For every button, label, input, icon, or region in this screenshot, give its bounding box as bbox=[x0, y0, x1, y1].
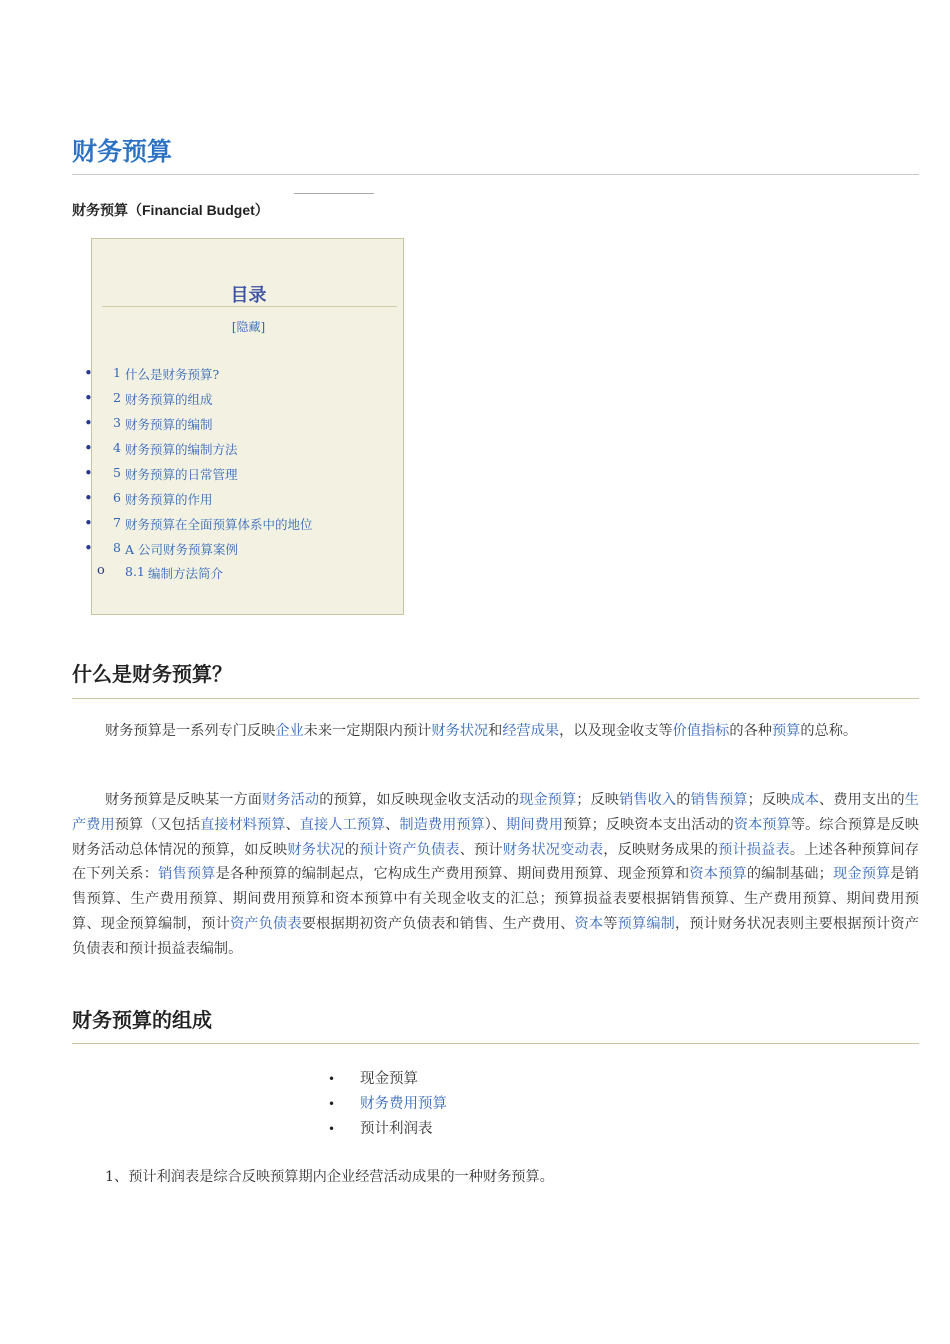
inline-link[interactable]: 经营成果 bbox=[502, 723, 560, 739]
text-run: 是销售预算、生产费用预算、期间费用预算和资本预算中有关现金收支的汇总；预算损益表要根据销售预算、生产费用预算、期间费用预算、现金预算编制，预计 bbox=[72, 866, 919, 932]
inline-link[interactable]: 预算编制 bbox=[617, 915, 676, 932]
inline-link[interactable]: 现金预算 bbox=[519, 792, 577, 808]
text-run: ，反映财务成果的 bbox=[603, 841, 719, 858]
toc-item-label[interactable]: 财务预算的编制 bbox=[125, 417, 213, 432]
inline-link[interactable]: 资本 bbox=[574, 915, 604, 932]
toc-item-number[interactable]: 6 bbox=[113, 490, 121, 505]
text-run: 的 bbox=[344, 841, 360, 858]
toc-item-number[interactable]: 8 bbox=[113, 540, 121, 555]
section-heading-what-is: 什么是财务预算？ bbox=[72, 662, 232, 686]
toc-item-number[interactable]: 1 bbox=[113, 365, 121, 380]
short-divider bbox=[294, 193, 374, 194]
inline-link[interactable]: 资产负债表 bbox=[229, 915, 302, 932]
text-run: 、费用支出的 bbox=[819, 792, 905, 808]
text-run: 和 bbox=[488, 723, 503, 739]
text-run: 未来一定期限内预计 bbox=[303, 723, 432, 739]
inline-link[interactable]: 财务状况 bbox=[287, 841, 345, 858]
text-run: 的 bbox=[676, 792, 691, 808]
inline-link[interactable]: 生产费用 bbox=[72, 792, 919, 833]
inline-link[interactable]: 资本预算 bbox=[689, 866, 747, 883]
section-heading-composition: 财务预算的组成 bbox=[72, 1008, 212, 1032]
toc-item-number[interactable]: 2 bbox=[113, 390, 121, 405]
toc-item-label[interactable]: 财务预算的作用 bbox=[125, 492, 213, 507]
text-run: 。上述各种预算间存在下列关系： bbox=[72, 841, 919, 883]
list-item-link[interactable]: 财务费用预算 bbox=[360, 1096, 447, 1112]
inline-link[interactable]: 现金预算 bbox=[832, 866, 891, 883]
inline-link[interactable]: 价值指标 bbox=[672, 723, 730, 739]
inline-link[interactable]: 预计损益表 bbox=[718, 841, 790, 858]
text-run: 的预算，如反映现金收支活动的 bbox=[319, 792, 520, 808]
title-divider bbox=[72, 174, 919, 175]
toc-item-label[interactable]: A 公司财务预算案例 bbox=[125, 542, 239, 557]
text-run: 、 bbox=[285, 816, 300, 833]
bullet-icon: • bbox=[84, 389, 93, 407]
toc-item-label[interactable]: 财务预算的日常管理 bbox=[125, 467, 238, 482]
toc-item-number[interactable]: 4 bbox=[113, 440, 121, 455]
list-item-label: 预计利润表 bbox=[360, 1121, 433, 1137]
text-run: 财务预算是一系列专门反映 bbox=[105, 723, 276, 739]
page-subtitle: 财务预算（Financial Budget） bbox=[72, 202, 269, 218]
toc-item-number[interactable]: 7 bbox=[113, 515, 121, 530]
toc-item-label[interactable]: 财务预算在全面预算体系中的地位 bbox=[125, 517, 313, 532]
toc-title: 目录 bbox=[230, 285, 267, 306]
toc-list bbox=[84, 239, 405, 616]
text-run: 预算；反映资本支出活动的 bbox=[563, 816, 734, 833]
inline-link[interactable]: 成本 bbox=[790, 792, 820, 808]
inline-link[interactable]: 财务活动 bbox=[262, 792, 320, 808]
table-of-contents bbox=[84, 238, 404, 615]
inline-link[interactable]: 销售预算 bbox=[690, 792, 748, 808]
text-run: 等 bbox=[603, 915, 618, 932]
bullet-icon: • bbox=[84, 464, 93, 482]
toc-item-number[interactable]: 5 bbox=[113, 465, 121, 480]
inline-link[interactable]: 预计资产负债表 bbox=[359, 841, 460, 858]
text-run: 的各种 bbox=[729, 723, 772, 739]
text-run: ；反映 bbox=[576, 792, 620, 808]
inline-link[interactable]: 预算 bbox=[771, 723, 801, 739]
bullet-icon: • bbox=[328, 1072, 336, 1086]
text-run: 预算（又包括 bbox=[114, 816, 201, 833]
bullet-icon: • bbox=[84, 414, 93, 432]
bullet-icon: • bbox=[328, 1122, 336, 1136]
text-run: 要根据期初资产负债表和销售、生产费用、 bbox=[301, 915, 575, 932]
inline-link[interactable]: 资本预算 bbox=[733, 816, 791, 833]
inline-link[interactable]: 期间费用 bbox=[506, 816, 564, 833]
bullet-icon: • bbox=[84, 539, 93, 557]
text-run: ，以及现金收支等 bbox=[559, 723, 673, 739]
text-run: ）、 bbox=[484, 816, 507, 833]
text-run: ，预计财务状况表则主要根据预计资产负债表和预计损益表编制。 bbox=[72, 915, 919, 957]
section-divider bbox=[72, 698, 919, 699]
list-item-label: 现金预算 bbox=[360, 1071, 418, 1087]
text-run: ；反映 bbox=[747, 792, 791, 808]
text-run: 是各种预算的编制起点，它构成生产费用预算、期间费用预算、现金预算和 bbox=[215, 866, 690, 883]
text-run: 的编制基础； bbox=[746, 866, 833, 883]
toc-subitem-label[interactable]: 编制方法简介 bbox=[148, 566, 224, 581]
toc-item-label[interactable]: 财务预算的编制方法 bbox=[125, 442, 238, 457]
bullet-icon: • bbox=[84, 489, 93, 507]
inline-link[interactable]: 企业 bbox=[275, 723, 304, 739]
paragraph-income-statement: 1、预计利润表是综合反映预算期内企业经营活动成果的一种财务预算。 bbox=[105, 1169, 554, 1185]
text-run: 的总称。 bbox=[800, 723, 858, 739]
inline-link[interactable]: 直接材料预算 bbox=[200, 816, 286, 833]
toc-toggle-link[interactable]: [隐藏] bbox=[231, 320, 266, 334]
inline-link[interactable]: 销售预算 bbox=[158, 866, 216, 883]
bullet-icon: • bbox=[84, 439, 93, 457]
paragraph-definition bbox=[72, 719, 919, 744]
toc-item-label[interactable]: 财务预算的组成 bbox=[125, 392, 213, 407]
circle-bullet-icon: o bbox=[97, 563, 105, 578]
bullet-icon: • bbox=[84, 514, 93, 532]
inline-link[interactable]: 财务状况变动表 bbox=[502, 841, 604, 858]
inline-link[interactable]: 制造费用预算 bbox=[399, 816, 485, 833]
toc-item-label[interactable]: 什么是财务预算? bbox=[125, 367, 220, 382]
text-run: 等。综合预算是反映财务活动总体情况的预算，如反映 bbox=[72, 816, 919, 858]
bullet-icon: • bbox=[84, 364, 93, 382]
page-title: 财务预算 bbox=[72, 137, 173, 166]
paragraph-budget-relations bbox=[72, 788, 919, 962]
text-run: 、预计 bbox=[459, 841, 503, 858]
section-divider bbox=[72, 1043, 919, 1044]
text-run: 财务预算是反映某一方面 bbox=[105, 792, 263, 808]
toc-item-number[interactable]: 3 bbox=[113, 415, 121, 430]
inline-link[interactable]: 销售收入 bbox=[619, 792, 677, 808]
inline-link[interactable]: 直接人工预算 bbox=[299, 816, 386, 833]
inline-link[interactable]: 财务状况 bbox=[431, 723, 489, 739]
toc-subitem-number[interactable]: 8.1 bbox=[125, 564, 145, 579]
bullet-icon: • bbox=[328, 1097, 336, 1111]
text-run: 、 bbox=[385, 816, 400, 833]
